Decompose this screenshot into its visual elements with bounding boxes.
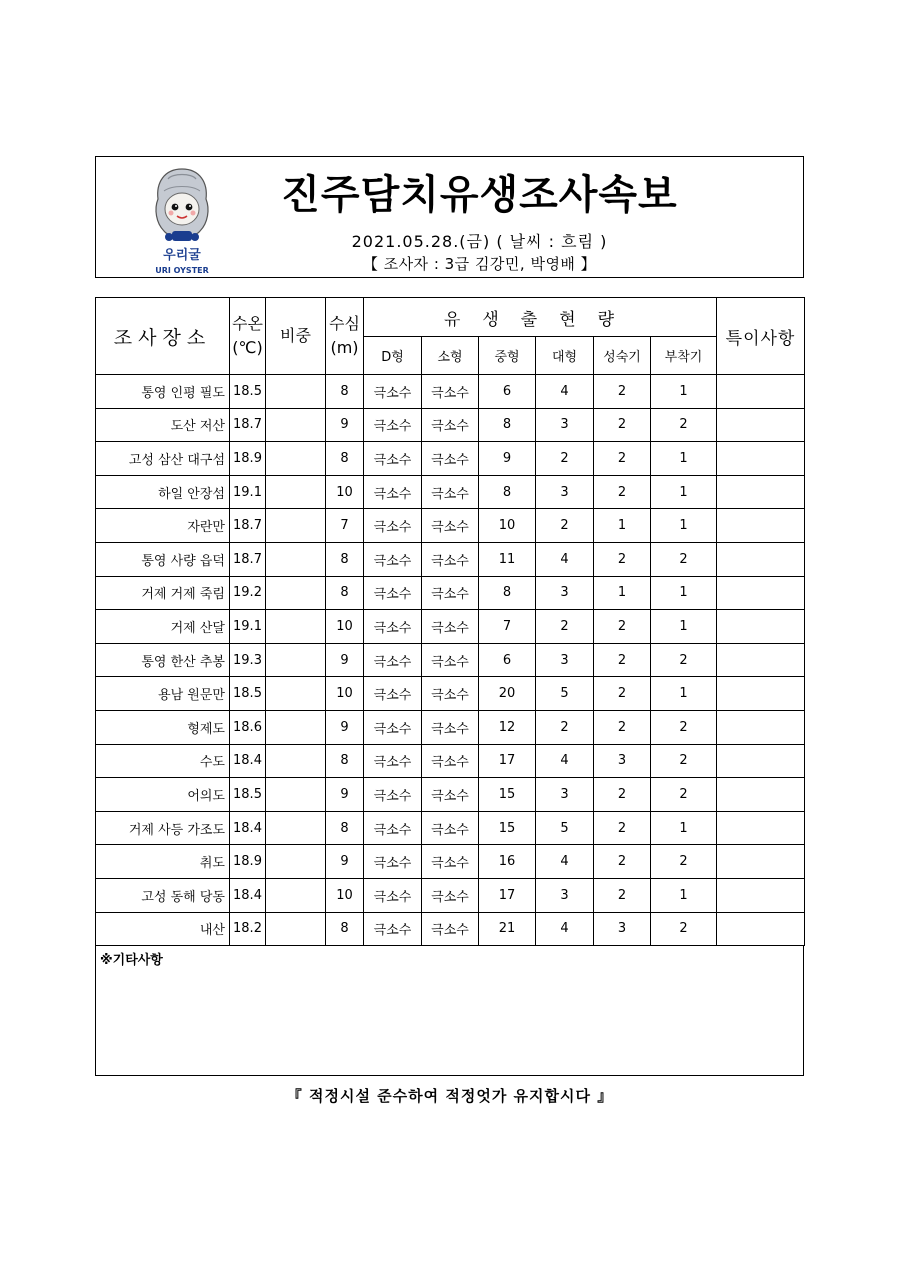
cell-depth: 9 bbox=[326, 778, 364, 812]
col-header-depth-label: 수심 bbox=[329, 314, 360, 333]
cell-small: 극소수 bbox=[422, 643, 479, 677]
col-header-temp-label: 수온 bbox=[232, 314, 263, 333]
surveyor-line: 【 조사자 : 3급 김강민, 박영배 】 bbox=[362, 255, 597, 273]
cell-depth: 8 bbox=[326, 744, 364, 778]
cell-attach: 2 bbox=[651, 744, 717, 778]
cell-attach: 2 bbox=[651, 778, 717, 812]
cell-special bbox=[717, 475, 805, 509]
col-header-special: 특이사항 bbox=[717, 298, 805, 375]
cell-mature: 2 bbox=[594, 475, 651, 509]
cell-special bbox=[717, 610, 805, 644]
col-header-temp bbox=[230, 298, 266, 375]
cell-mature: 2 bbox=[594, 542, 651, 576]
cell-site: 고성 삼산 대구섬 bbox=[96, 442, 230, 476]
cell-attach: 1 bbox=[651, 610, 717, 644]
cell-large: 5 bbox=[536, 811, 594, 845]
cell-special bbox=[717, 542, 805, 576]
notes-box bbox=[95, 945, 804, 1076]
cell-attach: 2 bbox=[651, 542, 717, 576]
cell-small: 극소수 bbox=[422, 744, 479, 778]
col-header-gravity: 비중 bbox=[266, 298, 326, 375]
col-header-mature: 성숙기 bbox=[594, 337, 651, 375]
cell-mature: 2 bbox=[594, 811, 651, 845]
table-row bbox=[96, 710, 805, 744]
cell-special bbox=[717, 912, 805, 946]
col-header-small: 소형 bbox=[422, 337, 479, 375]
cell-large: 3 bbox=[536, 475, 594, 509]
cell-medium: 16 bbox=[479, 845, 536, 879]
table-row bbox=[96, 542, 805, 576]
cell-temp: 18.4 bbox=[230, 811, 266, 845]
cell-special bbox=[717, 375, 805, 409]
cell-d-type: 극소수 bbox=[364, 408, 422, 442]
cell-large: 3 bbox=[536, 878, 594, 912]
cell-gravity bbox=[266, 643, 326, 677]
cell-attach: 1 bbox=[651, 509, 717, 543]
cell-large: 3 bbox=[536, 643, 594, 677]
cell-d-type: 극소수 bbox=[364, 878, 422, 912]
cell-gravity bbox=[266, 677, 326, 711]
cell-site: 거제 사등 가조도 bbox=[96, 811, 230, 845]
report-header bbox=[95, 156, 804, 278]
cell-site: 거제 산달 bbox=[96, 610, 230, 644]
col-header-site: 조사장소 bbox=[96, 298, 230, 375]
cell-small: 극소수 bbox=[422, 710, 479, 744]
cell-d-type: 극소수 bbox=[364, 744, 422, 778]
table-row bbox=[96, 845, 805, 879]
cell-site: 도산 저산 bbox=[96, 408, 230, 442]
cell-small: 극소수 bbox=[422, 610, 479, 644]
cell-small: 극소수 bbox=[422, 475, 479, 509]
cell-medium: 15 bbox=[479, 811, 536, 845]
cell-small: 극소수 bbox=[422, 375, 479, 409]
cell-small: 극소수 bbox=[422, 442, 479, 476]
cell-special bbox=[717, 509, 805, 543]
cell-mature: 2 bbox=[594, 845, 651, 879]
cell-site: 고성 동해 당동 bbox=[96, 878, 230, 912]
cell-temp: 19.1 bbox=[230, 475, 266, 509]
cell-d-type: 극소수 bbox=[364, 542, 422, 576]
cell-large: 4 bbox=[536, 912, 594, 946]
cell-large: 4 bbox=[536, 542, 594, 576]
cell-special bbox=[717, 878, 805, 912]
cell-depth: 10 bbox=[326, 677, 364, 711]
cell-temp: 18.5 bbox=[230, 375, 266, 409]
cell-small: 극소수 bbox=[422, 811, 479, 845]
cell-small: 극소수 bbox=[422, 542, 479, 576]
cell-d-type: 극소수 bbox=[364, 710, 422, 744]
cell-attach: 1 bbox=[651, 375, 717, 409]
cell-large: 4 bbox=[536, 744, 594, 778]
cell-medium: 11 bbox=[479, 542, 536, 576]
cell-temp: 18.9 bbox=[230, 845, 266, 879]
cell-site: 통영 인평 필도 bbox=[96, 375, 230, 409]
cell-mature: 3 bbox=[594, 912, 651, 946]
cell-mature: 2 bbox=[594, 778, 651, 812]
table-row bbox=[96, 408, 805, 442]
cell-mature: 1 bbox=[594, 576, 651, 610]
cell-temp: 18.7 bbox=[230, 408, 266, 442]
logo-text: 우리굴 bbox=[163, 248, 201, 263]
cell-d-type: 극소수 bbox=[364, 677, 422, 711]
cell-mature: 2 bbox=[594, 375, 651, 409]
cell-d-type: 극소수 bbox=[364, 375, 422, 409]
cell-small: 극소수 bbox=[422, 408, 479, 442]
cell-special bbox=[717, 710, 805, 744]
cell-attach: 2 bbox=[651, 408, 717, 442]
cell-medium: 6 bbox=[479, 643, 536, 677]
cell-temp: 19.2 bbox=[230, 576, 266, 610]
cell-depth: 9 bbox=[326, 408, 364, 442]
larvae-survey-table bbox=[95, 297, 805, 946]
cell-gravity bbox=[266, 375, 326, 409]
cell-medium: 8 bbox=[479, 576, 536, 610]
cell-large: 3 bbox=[536, 576, 594, 610]
cell-d-type: 극소수 bbox=[364, 576, 422, 610]
cell-mature: 2 bbox=[594, 710, 651, 744]
cell-d-type: 극소수 bbox=[364, 610, 422, 644]
cell-site: 통영 한산 추봉 bbox=[96, 643, 230, 677]
cell-medium: 8 bbox=[479, 475, 536, 509]
cell-special bbox=[717, 845, 805, 879]
table-row bbox=[96, 576, 805, 610]
cell-temp: 18.9 bbox=[230, 442, 266, 476]
cell-attach: 2 bbox=[651, 643, 717, 677]
table-row bbox=[96, 509, 805, 543]
cell-depth: 10 bbox=[326, 610, 364, 644]
cell-mature: 2 bbox=[594, 643, 651, 677]
cell-large: 3 bbox=[536, 778, 594, 812]
cell-gravity bbox=[266, 778, 326, 812]
cell-special bbox=[717, 744, 805, 778]
cell-small: 극소수 bbox=[422, 778, 479, 812]
cell-temp: 18.5 bbox=[230, 778, 266, 812]
cell-attach: 1 bbox=[651, 475, 717, 509]
table-row bbox=[96, 677, 805, 711]
cell-attach: 2 bbox=[651, 912, 717, 946]
cell-depth: 8 bbox=[326, 442, 364, 476]
cell-depth: 8 bbox=[326, 811, 364, 845]
cell-large: 2 bbox=[536, 610, 594, 644]
page-title: 진주담치유생조사속보 bbox=[281, 172, 678, 218]
logo-subtext: URI OYSTER bbox=[155, 266, 209, 275]
cell-attach: 1 bbox=[651, 878, 717, 912]
cell-depth: 9 bbox=[326, 845, 364, 879]
col-header-d-type: D형 bbox=[364, 337, 422, 375]
cell-attach: 1 bbox=[651, 442, 717, 476]
cell-medium: 8 bbox=[479, 408, 536, 442]
cell-large: 2 bbox=[536, 710, 594, 744]
table-row bbox=[96, 778, 805, 812]
cell-mature: 2 bbox=[594, 610, 651, 644]
cell-medium: 15 bbox=[479, 778, 536, 812]
cell-depth: 7 bbox=[326, 509, 364, 543]
cell-medium: 20 bbox=[479, 677, 536, 711]
cell-gravity bbox=[266, 475, 326, 509]
cell-temp: 18.4 bbox=[230, 878, 266, 912]
table-row bbox=[96, 744, 805, 778]
cell-special bbox=[717, 576, 805, 610]
cell-mature: 2 bbox=[594, 442, 651, 476]
cell-special bbox=[717, 442, 805, 476]
cell-d-type: 극소수 bbox=[364, 912, 422, 946]
cell-depth: 8 bbox=[326, 375, 364, 409]
cell-small: 극소수 bbox=[422, 576, 479, 610]
col-header-large: 대형 bbox=[536, 337, 594, 375]
cell-depth: 10 bbox=[326, 475, 364, 509]
footer-slogan: 『 적정시설 준수하여 적정엇가 유지합시다 』 bbox=[286, 1087, 614, 1105]
cell-small: 극소수 bbox=[422, 509, 479, 543]
cell-large: 4 bbox=[536, 375, 594, 409]
cell-gravity bbox=[266, 542, 326, 576]
cell-d-type: 극소수 bbox=[364, 811, 422, 845]
cell-attach: 2 bbox=[651, 710, 717, 744]
cell-medium: 10 bbox=[479, 509, 536, 543]
cell-gravity bbox=[266, 845, 326, 879]
table-row bbox=[96, 912, 805, 946]
cell-special bbox=[717, 677, 805, 711]
cell-depth: 9 bbox=[326, 710, 364, 744]
col-header-depth-unit: (m) bbox=[330, 338, 359, 357]
cell-site: 용남 원문만 bbox=[96, 677, 230, 711]
cell-d-type: 극소수 bbox=[364, 643, 422, 677]
cell-temp: 18.6 bbox=[230, 710, 266, 744]
cell-temp: 18.7 bbox=[230, 509, 266, 543]
cell-large: 3 bbox=[536, 408, 594, 442]
cell-temp: 18.7 bbox=[230, 542, 266, 576]
cell-mature: 2 bbox=[594, 878, 651, 912]
cell-gravity bbox=[266, 912, 326, 946]
cell-gravity bbox=[266, 744, 326, 778]
cell-medium: 21 bbox=[479, 912, 536, 946]
cell-d-type: 극소수 bbox=[364, 475, 422, 509]
cell-depth: 10 bbox=[326, 878, 364, 912]
table-row bbox=[96, 375, 805, 409]
cell-depth: 8 bbox=[326, 576, 364, 610]
cell-gravity bbox=[266, 878, 326, 912]
cell-temp: 18.4 bbox=[230, 744, 266, 778]
cell-depth: 8 bbox=[326, 912, 364, 946]
cell-site: 자란만 bbox=[96, 509, 230, 543]
cell-site: 형제도 bbox=[96, 710, 230, 744]
cell-depth: 9 bbox=[326, 643, 364, 677]
cell-gravity bbox=[266, 710, 326, 744]
cell-large: 2 bbox=[536, 509, 594, 543]
cell-temp: 18.5 bbox=[230, 677, 266, 711]
col-header-attach: 부착기 bbox=[651, 337, 717, 375]
cell-medium: 12 bbox=[479, 710, 536, 744]
table-row bbox=[96, 643, 805, 677]
cell-gravity bbox=[266, 509, 326, 543]
notes-label: ※기타사항 bbox=[100, 953, 163, 968]
cell-site: 통영 사량 읍덕 bbox=[96, 542, 230, 576]
cell-attach: 1 bbox=[651, 677, 717, 711]
cell-small: 극소수 bbox=[422, 878, 479, 912]
cell-attach: 2 bbox=[651, 845, 717, 879]
table-row bbox=[96, 811, 805, 845]
cell-site: 어의도 bbox=[96, 778, 230, 812]
cell-small: 극소수 bbox=[422, 677, 479, 711]
cell-d-type: 극소수 bbox=[364, 509, 422, 543]
cell-gravity bbox=[266, 811, 326, 845]
cell-special bbox=[717, 643, 805, 677]
table-row bbox=[96, 610, 805, 644]
table-row bbox=[96, 475, 805, 509]
cell-medium: 6 bbox=[479, 375, 536, 409]
date-weather-line: 2021.05.28.(금) ( 날씨 : 흐림 ) bbox=[351, 232, 608, 251]
cell-mature: 3 bbox=[594, 744, 651, 778]
cell-gravity bbox=[266, 442, 326, 476]
cell-small: 극소수 bbox=[422, 912, 479, 946]
cell-gravity bbox=[266, 408, 326, 442]
cell-depth: 8 bbox=[326, 542, 364, 576]
cell-site: 수도 bbox=[96, 744, 230, 778]
table-body bbox=[96, 375, 805, 946]
cell-temp: 19.1 bbox=[230, 610, 266, 644]
cell-site: 하일 안장섬 bbox=[96, 475, 230, 509]
cell-small: 극소수 bbox=[422, 845, 479, 879]
cell-site: 내산 bbox=[96, 912, 230, 946]
cell-d-type: 극소수 bbox=[364, 442, 422, 476]
cell-special bbox=[717, 408, 805, 442]
table-row bbox=[96, 878, 805, 912]
cell-d-type: 극소수 bbox=[364, 778, 422, 812]
col-header-temp-unit: (℃) bbox=[232, 338, 263, 357]
cell-d-type: 극소수 bbox=[364, 845, 422, 879]
cell-large: 5 bbox=[536, 677, 594, 711]
col-header-medium: 중형 bbox=[479, 337, 536, 375]
cell-gravity bbox=[266, 610, 326, 644]
cell-medium: 7 bbox=[479, 610, 536, 644]
cell-mature: 2 bbox=[594, 408, 651, 442]
cell-medium: 17 bbox=[479, 878, 536, 912]
table-row bbox=[96, 442, 805, 476]
col-header-larvae-flow: 유생출현량 bbox=[364, 298, 717, 337]
cell-attach: 1 bbox=[651, 811, 717, 845]
cell-attach: 1 bbox=[651, 576, 717, 610]
cell-temp: 19.3 bbox=[230, 643, 266, 677]
cell-gravity bbox=[266, 576, 326, 610]
cell-large: 4 bbox=[536, 845, 594, 879]
cell-medium: 17 bbox=[479, 744, 536, 778]
cell-large: 2 bbox=[536, 442, 594, 476]
cell-special bbox=[717, 811, 805, 845]
col-header-depth bbox=[326, 298, 364, 375]
cell-temp: 18.2 bbox=[230, 912, 266, 946]
cell-mature: 2 bbox=[594, 677, 651, 711]
cell-site: 거제 거제 죽림 bbox=[96, 576, 230, 610]
cell-mature: 1 bbox=[594, 509, 651, 543]
cell-medium: 9 bbox=[479, 442, 536, 476]
cell-special bbox=[717, 778, 805, 812]
cell-site: 취도 bbox=[96, 845, 230, 879]
